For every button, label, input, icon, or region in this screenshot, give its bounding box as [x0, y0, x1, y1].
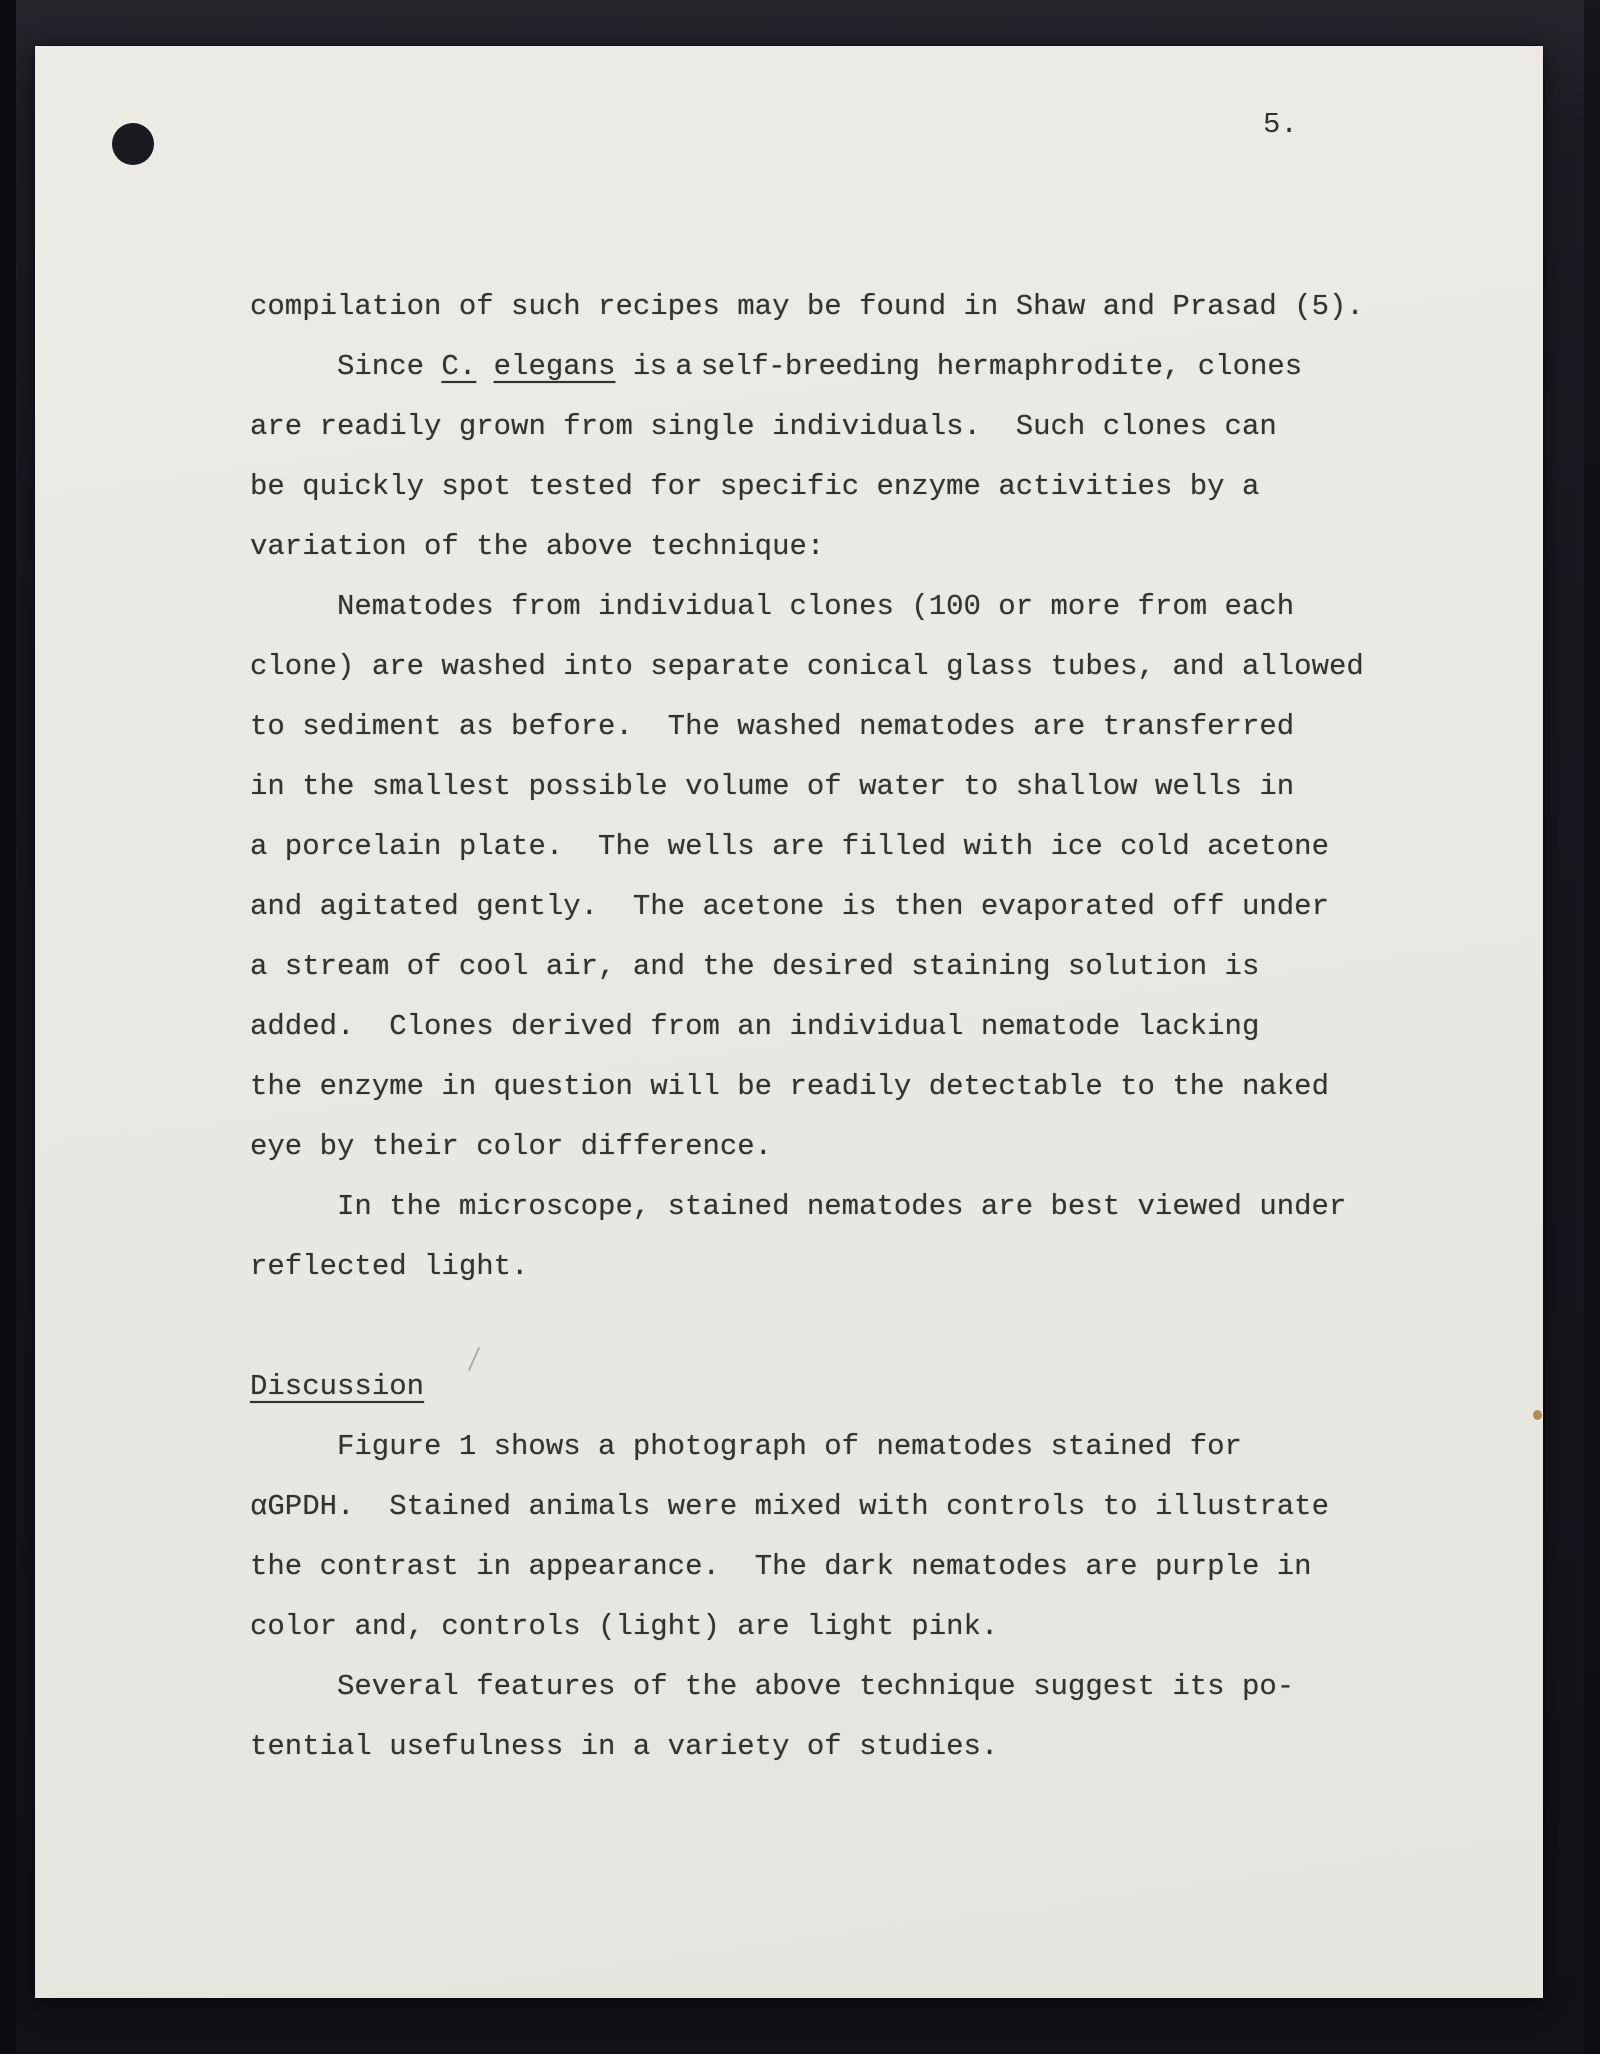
text-line	[250, 1597, 1490, 1657]
text-line	[250, 1717, 1490, 1777]
text-line	[250, 577, 1490, 637]
document-page	[35, 46, 1543, 1998]
text-line	[250, 1057, 1490, 1117]
paper-speck	[1533, 1410, 1542, 1420]
text-line	[250, 817, 1490, 877]
text-segment: compilation of such recipes may be found in Shaw and Prasad (5).	[250, 290, 1364, 323]
text-line	[250, 457, 1490, 517]
text-line	[250, 1117, 1490, 1177]
scan-edge-shadow-right	[1584, 0, 1600, 2054]
text-segment: to sediment as before. The washed nematodes are transferred	[250, 710, 1295, 743]
text-segment: Figure 1 shows a photograph of nematodes stained for	[337, 1430, 1242, 1463]
text-segment: and agitated gently. The acetone is then evaporated off under	[250, 890, 1329, 923]
text-line	[250, 1177, 1490, 1237]
underlined-text: C.	[441, 350, 477, 383]
text-segment: Nematodes from individual clones (100 or more from each	[337, 590, 1295, 623]
text-line	[250, 1357, 1490, 1417]
text-segment: clone) are washed into separate conical glass tubes, and allowed	[250, 650, 1364, 683]
text-segment: Several features of the above technique suggest its po-	[337, 1670, 1295, 1703]
text-segment: In the microscope, stained nematodes are best viewed under	[337, 1190, 1347, 1223]
text-line	[250, 877, 1490, 937]
text-segment: added. Clones derived from an individual nematode lacking	[250, 1010, 1260, 1043]
text-segment: a porcelain plate. The wells are filled with ice cold acetone	[250, 830, 1329, 863]
text-segment: in the smallest possible volume of water to shallow wells in	[250, 770, 1295, 803]
text-segment: tential usefulness in a variety of studies.	[250, 1730, 999, 1763]
text-segment: Since	[337, 350, 442, 383]
text-segment: reflected light.	[250, 1250, 529, 1283]
text-line	[250, 697, 1490, 757]
text-segment: are readily grown from single individuals. Such clones can	[250, 410, 1277, 443]
text-line	[250, 757, 1490, 817]
text-segment: eye by their color difference.	[250, 1130, 773, 1163]
text-line	[250, 637, 1490, 697]
text-line	[250, 277, 1490, 337]
text-segment: is a self-breeding	[632, 350, 920, 383]
scan-edge-shadow-left	[0, 0, 16, 2054]
text-line	[250, 337, 1490, 397]
text-line	[250, 1477, 1490, 1537]
text-segment: a stream of cool air, and the desired staining solution is	[250, 950, 1260, 983]
underlined-text: elegans	[493, 350, 616, 383]
page-number: 5.	[1263, 108, 1298, 141]
text-line	[250, 1657, 1490, 1717]
text-segment: αGPDH. Stained animals were mixed with controls to illustrate	[250, 1490, 1329, 1523]
text-segment: variation of the above technique:	[250, 530, 825, 563]
text-line	[250, 1537, 1490, 1597]
text-line	[250, 1417, 1490, 1477]
text-line	[250, 397, 1490, 457]
blank-line	[250, 1297, 1490, 1357]
typewritten-text-block	[250, 277, 1490, 1777]
text-segment: hermaphrodite, clones	[919, 350, 1303, 383]
punch-hole	[112, 123, 154, 165]
text-line	[250, 997, 1490, 1057]
text-line	[250, 1237, 1490, 1297]
underlined-text: Discussion	[250, 1370, 425, 1403]
text-segment	[476, 350, 493, 383]
text-segment: color and, controls (light) are light pink.	[250, 1610, 999, 1643]
text-segment: the enzyme in question will be readily detectable to the naked	[250, 1070, 1329, 1103]
text-segment: be quickly spot tested for specific enzyme activities by a	[250, 470, 1260, 503]
text-segment	[615, 350, 632, 383]
text-line	[250, 937, 1490, 997]
text-line	[250, 517, 1490, 577]
text-segment: the contrast in appearance. The dark nematodes are purple in	[250, 1550, 1312, 1583]
